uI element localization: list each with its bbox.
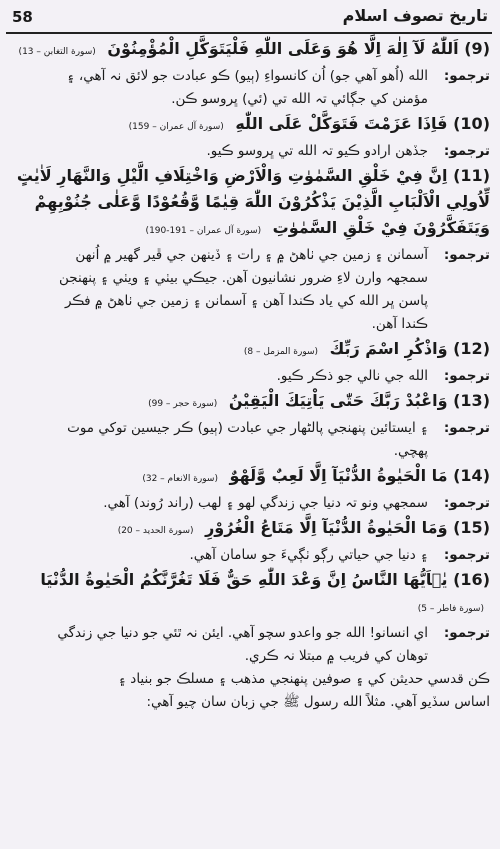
translation-9: [8, 65, 490, 111]
page-number: 58: [12, 8, 33, 26]
verse-number: (9): [464, 39, 490, 58]
translation-line: توهان کي فريب ۾ مبتلا نہ ڪري.: [244, 648, 428, 664]
page-header: [6, 6, 492, 34]
verse-text: يٰۤاَيُّهَا النَّاسُ اِنَّ وَعْدَ اللّٰهِ حَقٌّ فَلَا تَغُرَّنَّكُمُ الْحَيٰوةُ الدُّنْيَا: [40, 570, 448, 589]
quran-verse-13: [8, 388, 490, 417]
translation-line: ۽ دنيا جي حياتي رڳو ٺڳيءَ جو سامان آهي.: [189, 547, 428, 563]
verse-number: (12): [453, 339, 490, 358]
quran-verse-12: [8, 336, 490, 365]
translation-label: ترجمو:: [443, 495, 490, 511]
quran-verse-9: [8, 36, 490, 65]
quran-verse-14: [8, 463, 490, 492]
book-title: تاريخ تصوف اسلام: [342, 6, 488, 25]
translation-line: سمجهي ونو تہ دنيا جي زندگي لهو ۽ لهب (راند رُوند) آهي.: [103, 495, 428, 511]
verse-text: وَاذْكُرِ اسْمَ رَبِّكَ: [329, 339, 448, 358]
translation-label: ترجمو:: [443, 247, 490, 263]
translation-label: ترجمو:: [443, 68, 490, 84]
translation-label: ترجمو:: [443, 420, 490, 436]
verse-number: (15): [453, 518, 490, 537]
quran-verse-10: [8, 111, 490, 140]
verse-reference: (سورة المزمل – 8): [243, 347, 319, 357]
paragraph-line: اساس سڏيو آهي. مثلاً الله رسول ﷺ جي زبان سان چيو آهي:: [146, 694, 490, 710]
translation-16: [8, 622, 490, 668]
closing-paragraph: [8, 668, 490, 714]
translation-15: [8, 544, 490, 567]
paragraph-line: ڪن قدسي حديثن کي ۽ صوفين پنهنجي مذهب ۽ مسلڪ جو بنياد ۽: [118, 671, 490, 687]
page-body: [8, 36, 490, 714]
translation-line: ۽ ايستائين پنهنجي پالڻهار جي عبادت (ٻيو) ڪر جيسين توکي موت: [67, 420, 428, 436]
translation-11: [8, 244, 490, 336]
verse-text: فَاِذَا عَزَمْتَ فَتَوَكَّلْ عَلَى اللّٰهِ: [235, 114, 448, 133]
verse-reference: (سورة التغابن – 13): [18, 47, 96, 57]
translation-14: [8, 492, 490, 515]
verse-reference: (سورة فاطر – 5): [417, 604, 484, 614]
translation-label: ترجمو:: [443, 547, 490, 563]
verse-reference: (سورة آل عمران – 191-190): [145, 226, 262, 236]
verse-reference: (سورة حجر – 99): [148, 399, 218, 409]
translation-line: اي انسانو! الله جو واعدو سچو آهي. ايئن نہ ٿئي جو دنيا جي زندگي: [57, 625, 428, 641]
translation-line: پاسن ڀر الله کي ياد ڪندا آهن ۽ آسمانن ۽ زمين جي ٺاهڻ ۾ فڪر: [65, 293, 428, 309]
verse-number: (10): [453, 114, 490, 133]
verse-reference: (سورة آل عمران – 159): [128, 122, 224, 132]
translation-line: الله (اُهو آهي جو) اُن کانسواءِ (ٻيو) ڪو عبادت جو لائق نہ آهي، ۽: [66, 68, 428, 84]
translation-label: ترجمو:: [443, 143, 490, 159]
verse-text: مَا الْحَيٰوةُ الدُّنْيَآ اِلَّا لَعِبٌ وَّلَهْوٌ: [229, 466, 448, 485]
verse-text: اَللّٰهُ لَآ اِلٰهَ اِلَّا هُوَ وَعَلَى اللّٰهِ فَلْيَتَوَكَّلِ الْمُؤْمِنُوْنَ: [107, 39, 459, 58]
translation-line: جڏهن ارادو ڪيو تہ الله تي ڀروسو ڪيو.: [206, 143, 428, 159]
verse-number: (14): [453, 466, 490, 485]
quran-verse-16: [8, 567, 490, 622]
translation-line: سمجهہ وارن لاءِ ضرور نشانيون آهن. جيڪي بيٺي ۽ ويٺي ۽ پنهنجن: [58, 270, 428, 286]
quran-verse-11: [8, 163, 490, 244]
translation-label: ترجمو:: [443, 368, 490, 384]
translation-line: آسمانن ۽ زمين جي ٺاهڻ ۾ ۽ رات ۽ ڏينهن جي ڦير گهير ۾ اُنهن: [75, 247, 428, 263]
verse-text: وَمَا الْحَيٰوةُ الدُّنْيَآ اِلَّا مَتَاعُ الْغُرُوْرِ: [205, 518, 448, 537]
verse-number: (13): [453, 391, 490, 410]
verse-number: (16): [453, 570, 490, 589]
translation-line: ڪندا آهن.: [371, 316, 428, 332]
translation-line: الله جي نالي جو ذڪر ڪيو.: [276, 368, 428, 384]
translation-line: پهچي.: [393, 443, 428, 459]
translation-12: [8, 365, 490, 388]
verse-text: وَاعْبُدْ رَبَّكَ حَتّٰى يَاْتِيَكَ الْيَقِيْنُ: [228, 391, 448, 410]
verse-text: اِنَّ فِيْ خَلْقِ السَّمٰوٰتِ وَالْاَرْضِ وَاخْتِلَافِ الَّيْلِ وَالنَّهَارِ لَاٰيٰتٍ لِّاُولِي الْاَلْبَابِ الَّذِيْنَ يَذْكُرُوْنَ اللّٰهَ قِيٰمًا وَّقُعُوْدًا وَّعَلٰى جُنُوْبِهِمْ وَيَتَفَكَّرُوْنَ فِيْ خَلْقِ السَّمٰوٰتِ: [16, 166, 490, 237]
verse-reference: (سورة الانعام – 32): [142, 474, 218, 484]
translation-label: ترجمو:: [443, 625, 490, 641]
translation-10: [8, 140, 490, 163]
translation-13: [8, 417, 490, 463]
verse-reference: (سورة الحديد – 20): [117, 526, 194, 536]
translation-line: مؤمنن کي جڳائي تہ الله تي (ئي) ڀروسو ڪن.: [171, 91, 428, 107]
verse-number: (11): [453, 166, 490, 185]
quran-verse-15: [8, 515, 490, 544]
